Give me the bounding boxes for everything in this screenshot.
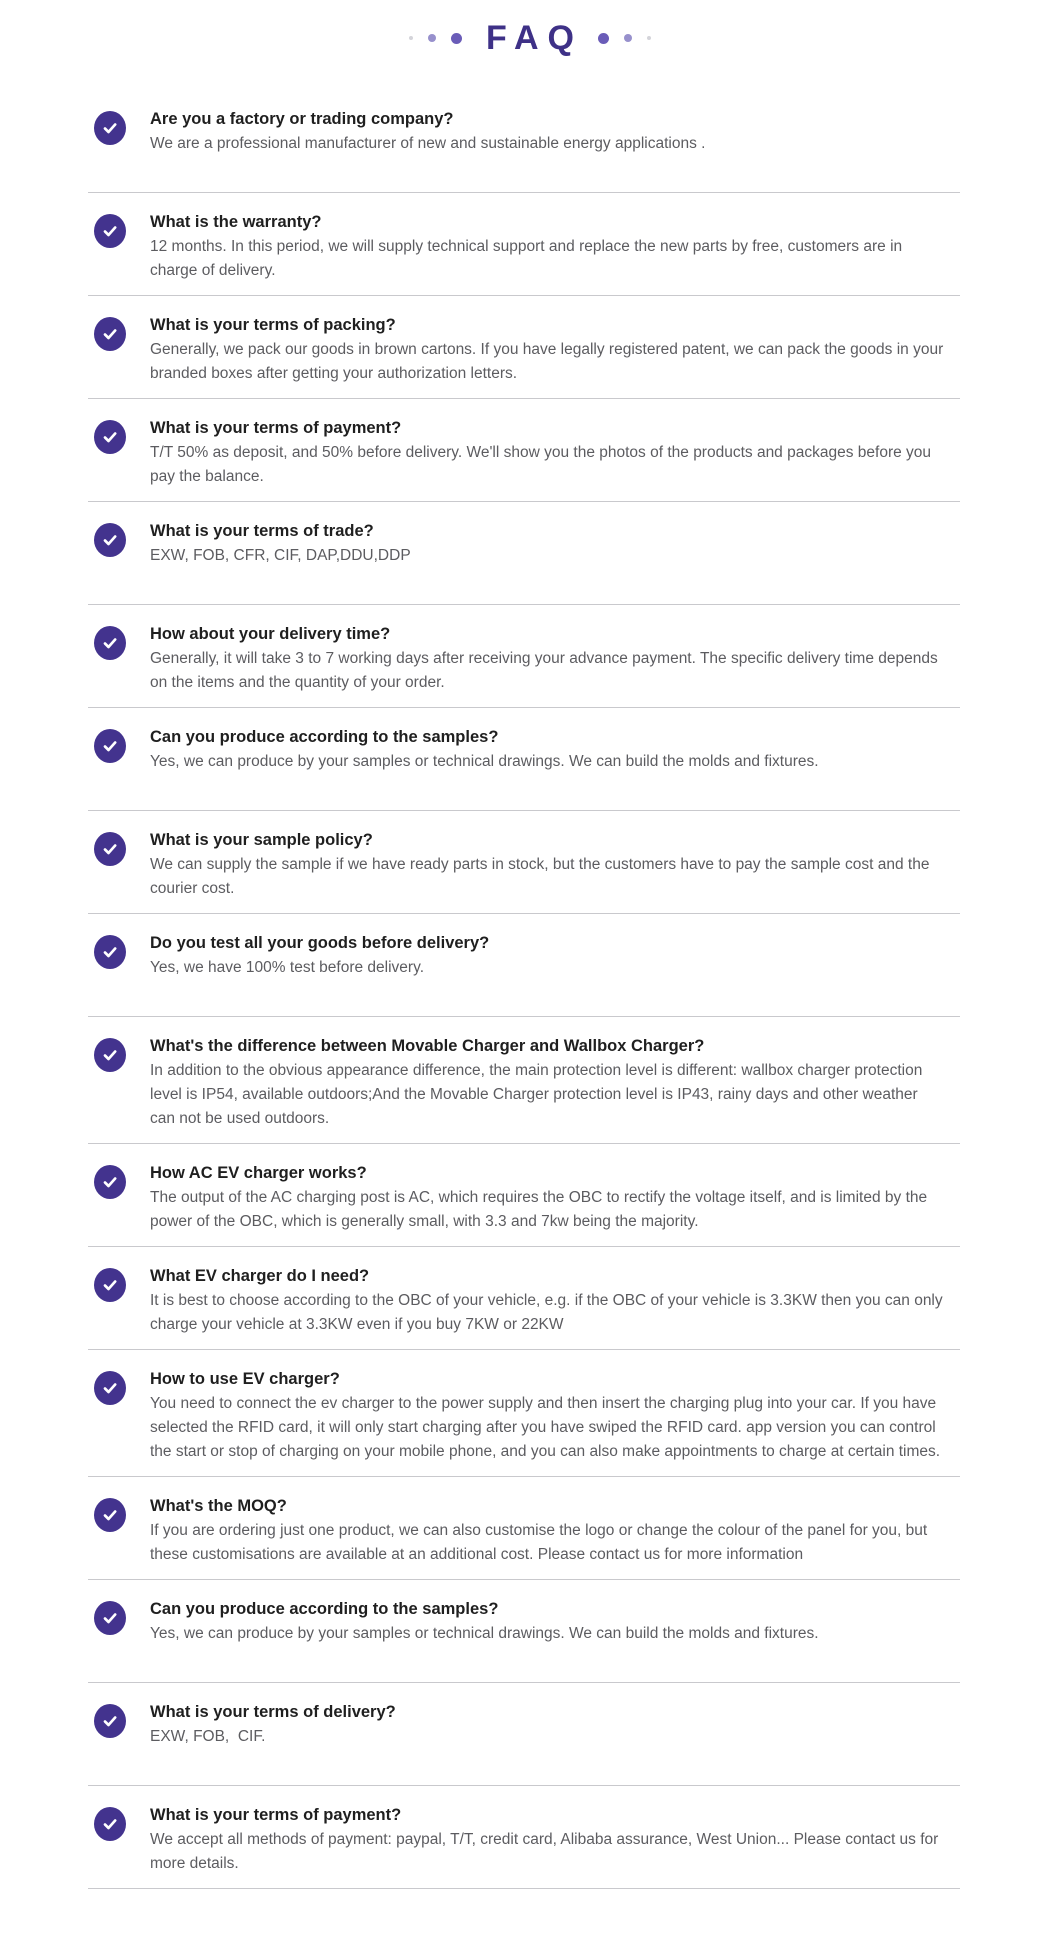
faq-question: What is your sample policy? — [150, 831, 373, 849]
faq-item-text — [150, 1598, 960, 1670]
faq-item-text — [150, 1495, 960, 1567]
faq-answer: Yes, we have 100% test before delivery. — [150, 959, 424, 976]
faq-item — [88, 193, 960, 296]
faq-item — [88, 1247, 960, 1350]
checkmark-circle-icon — [94, 1371, 126, 1405]
faq-question: What is the warranty? — [150, 213, 322, 231]
faq-item — [88, 1017, 960, 1144]
faq-question: What is your terms of payment? — [150, 1806, 402, 1824]
faq-item-text — [150, 829, 960, 901]
faq-item-icon-column — [88, 1035, 150, 1131]
checkmark-circle-icon — [94, 1807, 126, 1841]
faq-question: What is your terms of payment? — [150, 419, 402, 437]
faq-question: How about your delivery time? — [150, 625, 391, 643]
faq-item-text — [150, 1701, 960, 1773]
faq-item — [88, 1477, 960, 1580]
faq-question: Can you produce according to the samples? — [150, 1600, 499, 1618]
faq-item-text — [150, 623, 960, 695]
faq-item-icon-column — [88, 1368, 150, 1464]
faq-item-icon-column — [88, 417, 150, 489]
faq-question: What is your terms of trade? — [150, 522, 374, 540]
faq-item-text — [150, 314, 960, 386]
faq-item-text — [150, 726, 960, 798]
faq-item-icon-column — [88, 829, 150, 901]
left-dots — [409, 33, 462, 44]
checkmark-circle-icon — [94, 935, 126, 969]
checkmark-circle-icon — [94, 626, 126, 660]
faq-answer: We accept all methods of payment: paypal, T/T, credit card, Alibaba assurance, West Union... Please contact us for more details. — [150, 1831, 943, 1872]
faq-item — [88, 605, 960, 708]
faq-item-text — [150, 1035, 960, 1131]
faq-answer: It is best to choose according to the OBC of your vehicle, e.g. if the OBC of your vehicle is 3.3KW then you can only charge your vehicle at 3.3KW even if you buy 7KW or 22KW — [150, 1292, 947, 1333]
faq-item-icon-column — [88, 520, 150, 592]
faq-question: Can you produce according to the samples? — [150, 728, 499, 746]
faq-item-text — [150, 417, 960, 489]
faq-item — [88, 1580, 960, 1683]
checkmark-circle-icon — [94, 1704, 126, 1738]
faq-item-text — [150, 1265, 960, 1337]
faq-question: Do you test all your goods before delivery? — [150, 934, 490, 952]
checkmark-circle-icon — [94, 1038, 126, 1072]
faq-item-icon-column — [88, 932, 150, 1004]
checkmark-circle-icon — [94, 523, 126, 557]
faq-answer: Yes, we can produce by your samples or technical drawings. We can build the molds and fixtures. — [150, 1625, 819, 1642]
faq-answer: In addition to the obvious appearance difference, the main protection level is different: wallbox charger protection level is IP54, available outdoors;And the Movable Charger protection level is IP43, rainy days and other weather can not be used outdoors. — [150, 1062, 927, 1127]
page-title: FAQ — [486, 19, 583, 57]
dot-icon — [428, 34, 436, 42]
faq-item — [88, 1786, 960, 1889]
faq-item — [88, 399, 960, 502]
faq-item — [88, 1683, 960, 1786]
faq-item — [88, 1350, 960, 1477]
faq-answer: You need to connect the ev charger to the power supply and then insert the charging plug into your car. If you have selected the RFID card, it will only start charging after you have swiped the RFID card. app version you can control the start or stop of charging on your mobile phone, and you can also make appointments to charge at certain times. — [150, 1395, 941, 1460]
faq-item-icon-column — [88, 1701, 150, 1773]
dot-icon — [409, 36, 413, 40]
faq-item-icon-column — [88, 1598, 150, 1670]
dot-icon — [624, 34, 632, 42]
faq-answer: EXW, FOB, CIF. — [150, 1728, 266, 1745]
title-row — [0, 16, 1060, 60]
faq-item — [88, 708, 960, 811]
checkmark-circle-icon — [94, 1268, 126, 1302]
faq-answer: If you are ordering just one product, we can also customise the logo or change the colour of the panel for you, but these customisations are available at an additional cost. Please contact us for more information — [150, 1522, 932, 1563]
faq-answer: We are a professional manufacturer of new and sustainable energy applications . — [150, 135, 706, 152]
faq-answer: Generally, we pack our goods in brown cartons. If you have legally registered patent, we can pack the goods in your branded boxes after getting your authorization letters. — [150, 341, 948, 382]
faq-item — [88, 502, 960, 605]
faq-item-icon-column — [88, 108, 150, 180]
faq-answer: Generally, it will take 3 to 7 working days after receiving your advance payment. The specific delivery time depends on the items and the quantity of your order. — [150, 650, 943, 691]
faq-item-text — [150, 1162, 960, 1234]
faq-item-text — [150, 1804, 960, 1876]
page-header — [0, 0, 1060, 60]
checkmark-circle-icon — [94, 420, 126, 454]
faq-item-text — [150, 932, 960, 1004]
dot-icon — [647, 36, 651, 40]
faq-item-icon-column — [88, 314, 150, 386]
checkmark-circle-icon — [94, 1165, 126, 1199]
faq-item-icon-column — [88, 1162, 150, 1234]
checkmark-circle-icon — [94, 729, 126, 763]
faq-answer: Yes, we can produce by your samples or technical drawings. We can build the molds and fixtures. — [150, 753, 819, 770]
faq-question: What is your terms of packing? — [150, 316, 396, 334]
faq-answer: The output of the AC charging post is AC, which requires the OBC to rectify the voltage itself, and is limited by the power of the OBC, which is generally small, with 3.3 and 7kw being the majority. — [150, 1189, 932, 1230]
faq-list — [88, 90, 960, 1889]
faq-item — [88, 811, 960, 914]
faq-item — [88, 296, 960, 399]
faq-item-text — [150, 211, 960, 283]
dot-icon — [598, 33, 609, 44]
right-dots — [598, 33, 651, 44]
dot-icon — [451, 33, 462, 44]
checkmark-circle-icon — [94, 832, 126, 866]
checkmark-circle-icon — [94, 1498, 126, 1532]
faq-question: What EV charger do I need? — [150, 1267, 370, 1285]
faq-item-icon-column — [88, 623, 150, 695]
faq-question: What is your terms of delivery? — [150, 1703, 396, 1721]
faq-item-text — [150, 108, 960, 180]
faq-answer: 12 months. In this period, we will supply technical support and replace the new parts by free, customers are in charge of delivery. — [150, 238, 907, 279]
faq-question: What's the MOQ? — [150, 1497, 287, 1515]
faq-question: How to use EV charger? — [150, 1370, 340, 1388]
faq-item-icon-column — [88, 211, 150, 283]
faq-item-icon-column — [88, 726, 150, 798]
faq-answer: EXW, FOB, CFR, CIF, DAP,DDU,DDP — [150, 547, 411, 564]
checkmark-circle-icon — [94, 214, 126, 248]
faq-item-icon-column — [88, 1265, 150, 1337]
faq-item-icon-column — [88, 1495, 150, 1567]
faq-answer: We can supply the sample if we have ready parts in stock, but the customers have to pay the sample cost and the courier cost. — [150, 856, 934, 897]
faq-item — [88, 1144, 960, 1247]
faq-question: How AC EV charger works? — [150, 1164, 367, 1182]
checkmark-circle-icon — [94, 1601, 126, 1635]
checkmark-circle-icon — [94, 317, 126, 351]
faq-item-icon-column — [88, 1804, 150, 1876]
checkmark-circle-icon — [94, 111, 126, 145]
faq-question: What's the difference between Movable Charger and Wallbox Charger? — [150, 1037, 705, 1055]
faq-item — [88, 90, 960, 193]
faq-item — [88, 914, 960, 1017]
faq-item-text — [150, 520, 960, 592]
faq-question: Are you a factory or trading company? — [150, 110, 454, 128]
faq-item-text — [150, 1368, 960, 1464]
faq-answer: T/T 50% as deposit, and 50% before delivery. We'll show you the photos of the products and packages before you pay the balance. — [150, 444, 936, 485]
